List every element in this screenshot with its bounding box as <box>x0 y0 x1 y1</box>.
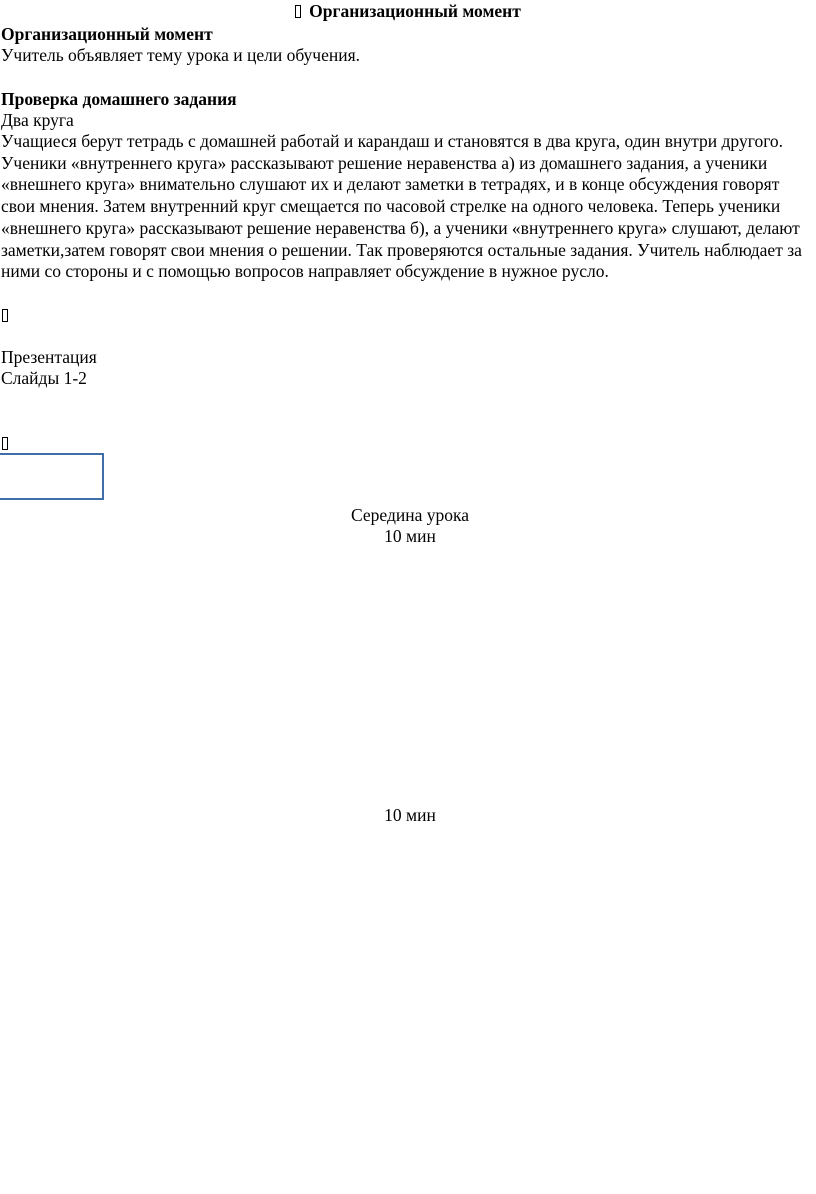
box-glyph-icon <box>295 5 301 18</box>
homework-check-title: Проверка домашнего задания <box>1 89 237 109</box>
slides-label: Слайды 1-2 <box>1 368 87 388</box>
box-glyph-icon <box>2 305 8 327</box>
lesson-middle-time: 10 мин <box>384 526 436 546</box>
empty-frame <box>0 453 104 500</box>
lesson-middle-label: Середина урока <box>351 505 469 525</box>
second-time-label: 10 мин <box>384 805 436 825</box>
presentation-label: Презентация <box>1 347 97 367</box>
org-moment-text: Учитель объявляет тему урока и цели обучения. <box>1 45 361 65</box>
page-heading-text: Организационный момент <box>309 1 521 21</box>
homework-check-text: Учащиеся берут тетрадь с домашней работай и карандаш и становятся в два круга, один внутри другого. Ученики «внутреннего круга» рассказывают решение неравенства а) из домашнего задания, а ученики «внешнего круга» внимательно слушают их и делают заметки в тетрадях, и в конце обсуждения говорят свои мнения. Затем внутренний круг смещается по часовой стрелке на одного человека. Теперь ученики «внешнего круга» рассказывают решение неравенства б), а ученики «внутреннего круга» слушают, делают заметки,затем говорят свои мнения о решении. Так проверяются остальные задания. Учитель наблюдает за ними со стороны и с помощью вопросов направляет обсуждение в нужное русло. <box>1 131 802 282</box>
homework-check-subtitle: Два круга <box>1 110 74 130</box>
box-glyph-icon <box>2 433 8 455</box>
page-heading <box>0 1 816 23</box>
org-moment-title: Организационный момент <box>1 24 213 44</box>
